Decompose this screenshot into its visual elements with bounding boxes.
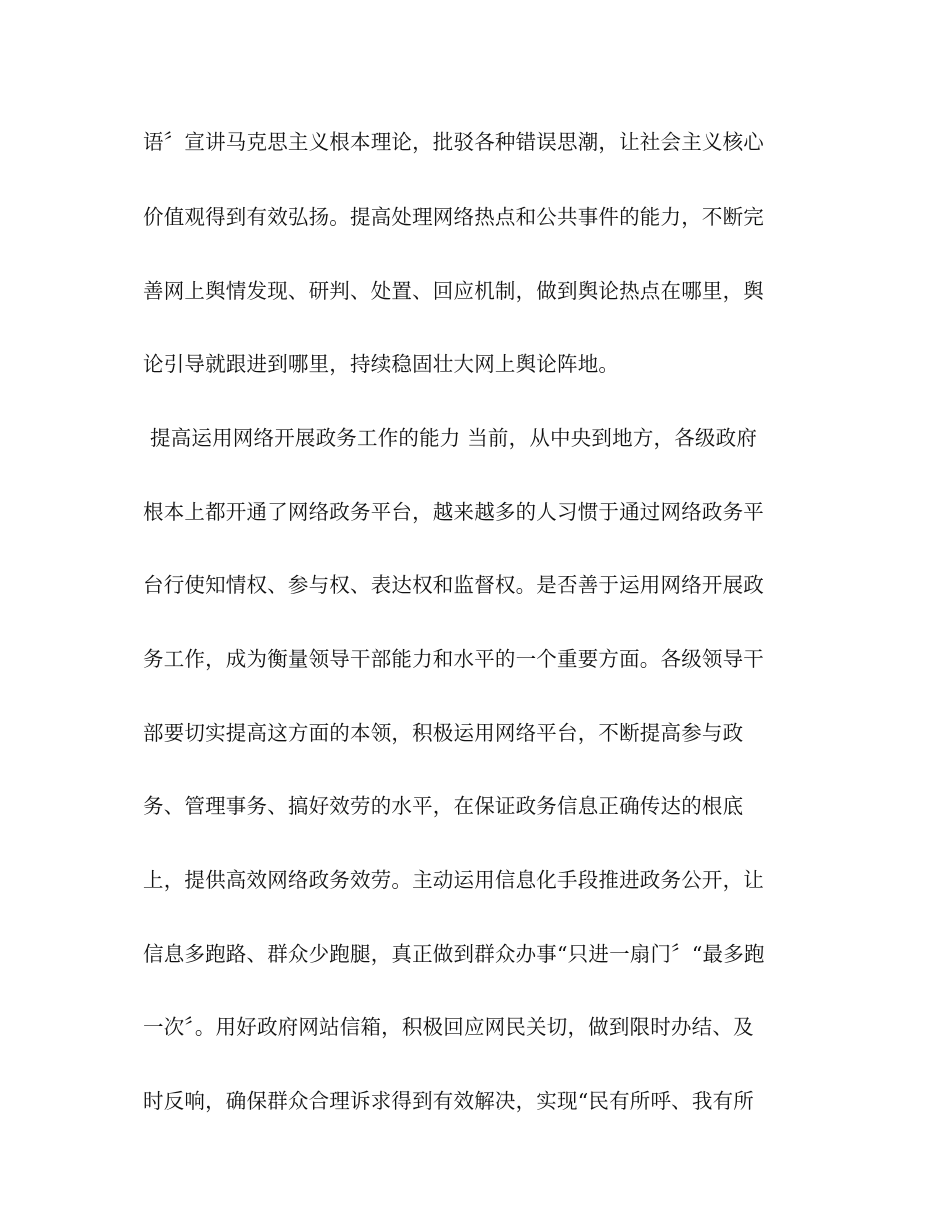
text-line: 上，提供高效网络政务效劳。主动运用信息化手段推进政务公开，让 [143,868,764,892]
paragraph-heading-line: 提高运用网络开展政务工作的能力 当前，从中央到地方，各级政府 [150,426,758,450]
text-line: 根本上都开通了网络政务平台，越来越多的人习惯于通过网络政务平 [143,500,764,524]
text-line: 一次〞。用好政府网站信箱，积极回应网民关切，做到限时办结、及 [143,1015,754,1039]
text-line: 信息多跑路、群众少跑腿，真正做到群众办事“只进一扇门〞“最多跑 [143,942,765,966]
text-line: 善网上舆情发现、研判、处置、回应机制，做到舆论热点在哪里，舆 [143,279,764,303]
text-line: 语〞宣讲马克思主义根本理论，批驳各种错误思潮，让社会主义核心 [143,130,764,154]
text-line: 务工作，成为衡量领导干部能力和水平的一个重要方面。各级领导干 [143,647,764,671]
text-line: 部要切实提高这方面的本领，积极运用网络平台，不断提高参与政 [143,721,744,745]
text-line: 时反响，确保群众合理诉求得到有效解决，实现“民有所呼、我有所 [143,1089,754,1113]
text-line: 价值观得到有效弘扬。提高处理网络热点和公共事件的能力，不断完 [143,205,764,229]
text-line: 务、管理事务、搞好效劳的水平，在保证政务信息正确传达的根底 [143,794,744,818]
text-line: 台行使知情权、参与权、表达权和监督权。是否善于运用网络开展政 [143,573,764,597]
text-line: 论引导就跟进到哪里，持续稳固壮大网上舆论阵地。 [143,352,620,376]
